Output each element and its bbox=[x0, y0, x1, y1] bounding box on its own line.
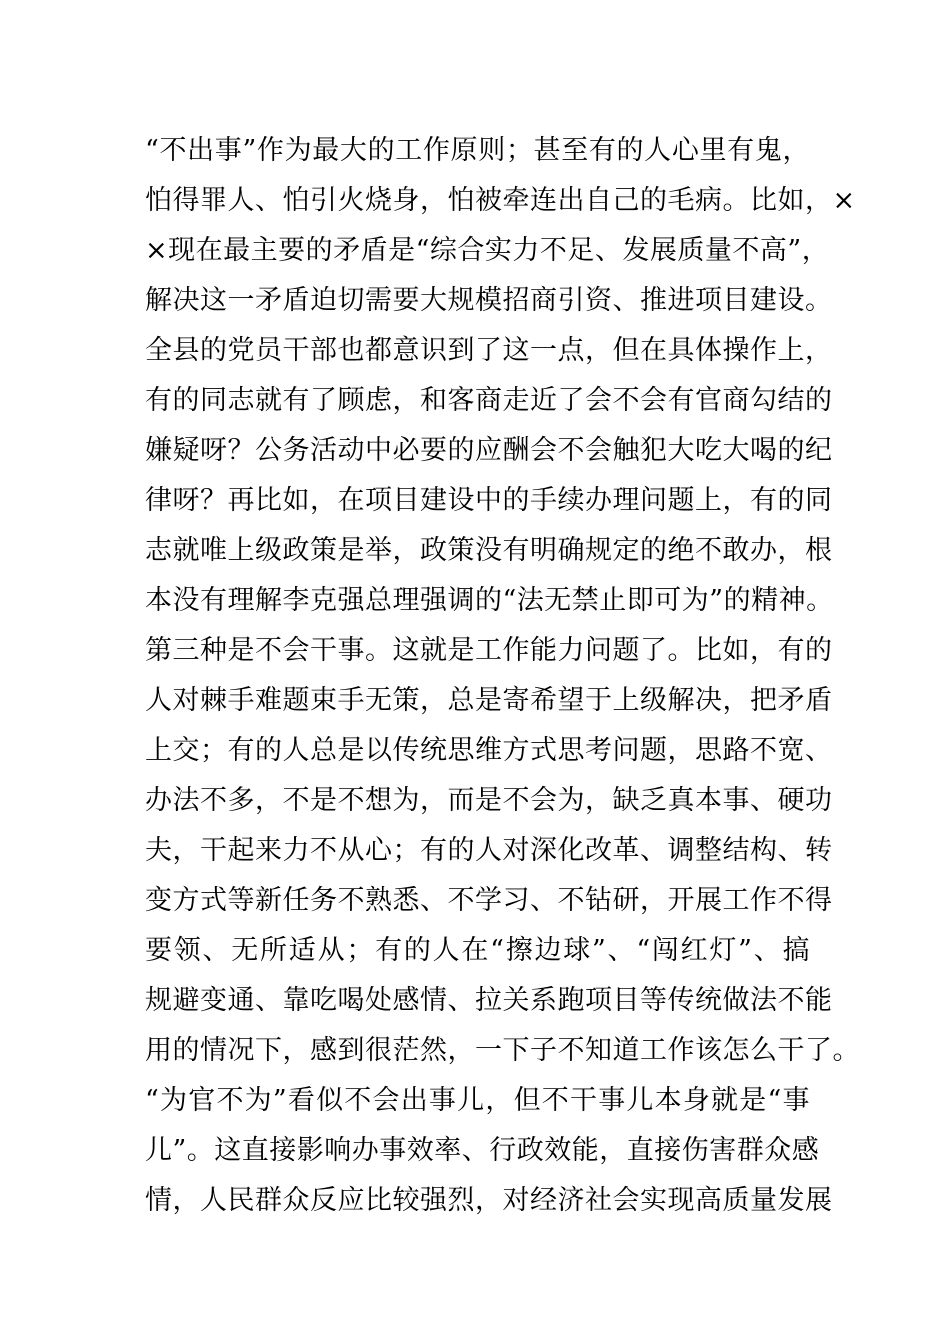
text-line-21: 儿”。这直接影响办事效率、行政效能，直接伤害群众感 bbox=[145, 1135, 820, 1166]
text-line-19: 用的情况下，感到很茫然，一下子不知道工作该怎么干了。 bbox=[145, 1035, 860, 1066]
text-line-5: 全县的党员干部也都意识到了这一点，但在具体操作上， bbox=[145, 335, 833, 366]
body-text bbox=[145, 126, 860, 1226]
text-line-17: 要领、无所适从；有的人在“擦边球”、“闯红灯”、搞 bbox=[145, 935, 810, 966]
text-line-13: 上交；有的人总是以传统思维方式思考问题，思路不宽、 bbox=[145, 735, 833, 766]
text-line-2: 怕得罪人、怕引火烧身，怕被牵连出自己的毛病。比如，× bbox=[145, 185, 856, 216]
text-line-22: 情，人民群众反应比较强烈，对经济社会实现高质量发展 bbox=[145, 1185, 833, 1216]
text-line-6: 有的同志就有了顾虑，和客商走近了会不会有官商勾结的 bbox=[145, 385, 833, 416]
text-line-12: 人对棘手难题束手无策，总是寄希望于上级解决，把矛盾 bbox=[145, 685, 833, 716]
text-line-16: 变方式等新任务不熟悉、不学习、不钻研，开展工作不得 bbox=[145, 885, 833, 916]
text-line-11: 第三种是不会干事。这就是工作能力问题了。比如，有的 bbox=[145, 635, 833, 666]
text-line-15: 夫，干起来力不从心；有的人对深化改革、调整结构、转 bbox=[145, 835, 833, 866]
text-line-18: 规避变通、靠吃喝处感情、拉关系跑项目等传统做法不能 bbox=[145, 985, 833, 1016]
text-line-20: “为官不为”看似不会出事儿，但不干事儿本身就是“事 bbox=[145, 1085, 810, 1116]
text-line-4: 解决这一矛盾迫切需要大规模招商引资、推进项目建设。 bbox=[145, 285, 833, 316]
text-line-8: 律呀？再比如，在项目建设中的手续办理问题上，有的同 bbox=[145, 485, 833, 516]
text-line-9: 志就唯上级政策是举，政策没有明确规定的绝不敢办，根 bbox=[145, 535, 833, 566]
text-line-7: 嫌疑呀？公务活动中必要的应酬会不会触犯大吃大喝的纪 bbox=[145, 435, 833, 466]
text-line-1: “不出事”作为最大的工作原则；甚至有的人心里有鬼， bbox=[145, 135, 810, 166]
text-line-14: 办法不多，不是不想为，而是不会为，缺乏真本事、硬功 bbox=[145, 785, 833, 816]
text-line-10: 本没有理解李克强总理强调的“法无禁止即可为”的精神。 bbox=[145, 585, 834, 616]
text-line-3: ×现在最主要的矛盾是“综合实力不足、发展质量不高”， bbox=[145, 235, 830, 266]
